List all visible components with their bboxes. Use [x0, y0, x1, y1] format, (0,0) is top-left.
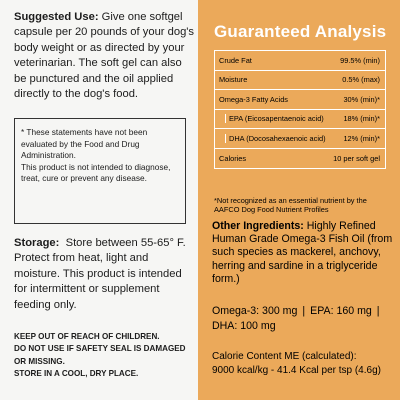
- row-name: Moisture: [219, 75, 248, 85]
- separator: |: [376, 305, 380, 317]
- disclaimer-line-2: This product is not intended to diagnose, treat, cure or prevent any disease.: [21, 161, 171, 183]
- row-name: EPA (Eicosapentaenoic acid): [225, 114, 324, 123]
- row-name: Calories: [219, 153, 247, 163]
- row-value: 0.5% (max): [342, 75, 380, 85]
- storage-text: Store between 55-65° F. Protect from heat, light and moisture. This product is intended for intermittent or supplement feeding only.: [14, 237, 186, 311]
- row-value: 10 per soft gel: [333, 153, 380, 163]
- table-row: [215, 90, 385, 110]
- epa-amount: EPA: 160 mg: [310, 305, 372, 317]
- ingredients-text: Highly Refined Human Grade Omega-3 Fish Oil (from such species as mackerel, anchovy, herring and sardine in a triglyceride form.): [212, 220, 393, 285]
- guaranteed-analysis-title: Guaranteed Analysis: [214, 22, 387, 41]
- storage-heading: Storage:: [14, 237, 60, 249]
- row-value: 12% (min)*: [343, 133, 380, 143]
- suggested-use-heading: Suggested Use:: [14, 11, 99, 23]
- suggested-use: [14, 10, 196, 102]
- warnings: [14, 331, 196, 381]
- aafco-note: *Not recognized as an essential nutrient by the AAFCO Dog Food Nutrient Profiles: [214, 196, 367, 214]
- row-value: 18% (min)*: [343, 114, 380, 124]
- omega-content: [212, 304, 396, 334]
- dha-amount: DHA: 100 mg: [212, 320, 276, 332]
- calorie-value: 9000 kcal/kg - 41.4 Kcal per tsp (4.6g): [212, 365, 381, 376]
- omega3-amount: Omega-3: 300 mg: [212, 305, 298, 317]
- separator: |: [302, 305, 306, 317]
- other-ingredients: [212, 220, 394, 286]
- table-row: [215, 71, 385, 91]
- warning-line: STORE IN A COOL, DRY PLACE.: [14, 369, 139, 379]
- row-name: DHA (Docosahexaenoic acid): [225, 134, 326, 143]
- ingredients-heading: Other Ingredients:: [212, 220, 304, 232]
- suggested-use-text: Give one softgel capsule per 20 pounds of your dog's body weight or as directed by your veterinarian. The soft gel can also be punctured and the oil applied directly to the dog's food.: [14, 11, 195, 101]
- table-row: [215, 51, 385, 71]
- disclaimer-line-1: * These statements have not been evaluated by the Food and Drug Administration.: [21, 127, 148, 160]
- guaranteed-analysis-table: [214, 50, 386, 169]
- row-name: Omega-3 Fatty Acids: [219, 94, 289, 104]
- left-panel: [0, 0, 198, 400]
- row-name: Crude Fat: [219, 55, 252, 65]
- table-row: [215, 129, 385, 149]
- table-row: [215, 110, 385, 130]
- row-value: 99.5% (min): [340, 55, 380, 65]
- warning-line: DO NOT USE IF SAFETY SEAL IS DAMAGED OR MISSING.: [14, 344, 186, 366]
- fda-disclaimer-box: [14, 118, 186, 224]
- calorie-content: [212, 350, 396, 378]
- warning-line: KEEP OUT OF REACH OF CHILDREN.: [14, 332, 160, 341]
- row-value: 30% (min)*: [343, 94, 380, 104]
- storage-section: [14, 236, 196, 313]
- table-row: [215, 149, 385, 169]
- calorie-heading: Calorie Content ME (calculated):: [212, 351, 357, 362]
